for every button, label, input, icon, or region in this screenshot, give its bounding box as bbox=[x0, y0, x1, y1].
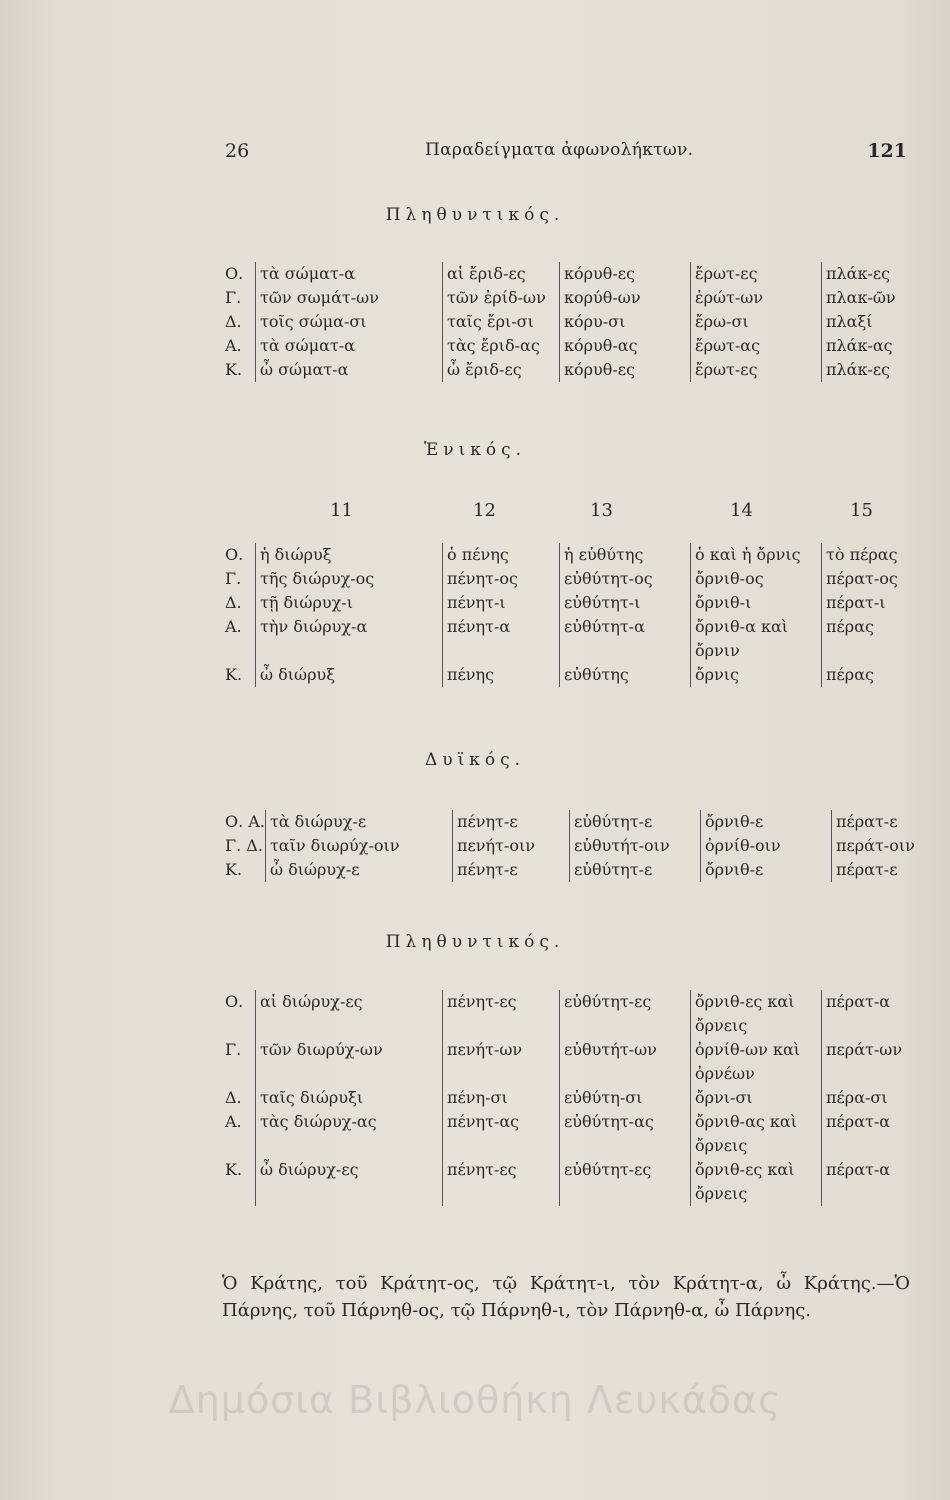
table-row bbox=[225, 1110, 930, 1158]
form-cell: τὰς ἔριδ-ας bbox=[443, 334, 560, 358]
table-row bbox=[225, 834, 940, 858]
form-cell: αἱ ἔριδ-ες bbox=[443, 262, 560, 286]
table-plural-1 bbox=[225, 262, 930, 382]
form-cell: ταῖς ἔρι-σι bbox=[443, 310, 560, 334]
table-row bbox=[225, 990, 930, 1038]
case-label: Κ. bbox=[225, 360, 243, 379]
column-number: 11 bbox=[330, 500, 353, 521]
form-cell: πλάκ-ες bbox=[822, 358, 931, 382]
table-dual bbox=[225, 810, 940, 882]
form-cell: τὴν διώρυχ-α bbox=[256, 615, 443, 663]
form-cell: ἡ διώρυξ bbox=[256, 543, 443, 567]
case-label: Γ. bbox=[225, 288, 242, 307]
form-cell: ὀρνίθ-οιν bbox=[700, 834, 831, 858]
column-number: 12 bbox=[473, 500, 496, 521]
table-row bbox=[225, 591, 930, 615]
form-cell: πέρατ-ε bbox=[831, 858, 940, 882]
form-cell: εὐθύτητ-α bbox=[560, 615, 691, 663]
table-row bbox=[225, 615, 930, 663]
form-cell: ἔρωτ-ας bbox=[691, 334, 822, 358]
table-row bbox=[225, 663, 930, 687]
case-label: Ο. bbox=[225, 992, 244, 1011]
running-title: Παραδείγματα ἀφωνολήκτων. bbox=[425, 140, 694, 160]
case-label: Δ. bbox=[225, 1088, 242, 1107]
form-cell: τοῖς σώμα-σι bbox=[256, 310, 443, 334]
form-cell: πέρα-σι bbox=[822, 1086, 931, 1110]
form-cell: κόρυ-σι bbox=[560, 310, 691, 334]
case-label: Γ. bbox=[225, 569, 242, 588]
form-cell: ἔρω-σι bbox=[691, 310, 822, 334]
heading-dual: Δυϊκός. bbox=[424, 750, 526, 770]
form-cell: τὰ σώματ-α bbox=[256, 262, 443, 286]
form-cell: ὦ διώρυχ-ε bbox=[265, 858, 452, 882]
form-cell: πένης bbox=[443, 663, 560, 687]
form-cell: ἔρωτ-ες bbox=[691, 262, 822, 286]
column-numbers bbox=[225, 500, 907, 526]
form-cell: τὰ διώρυχ-ε bbox=[265, 810, 452, 834]
form-cell: τὸ πέρας bbox=[822, 543, 931, 567]
form-cell: πέρατ-ε bbox=[831, 810, 940, 834]
form-cell: ὄρνιθ-ε bbox=[700, 810, 831, 834]
case-label: Γ. bbox=[225, 1040, 242, 1059]
page-number-right: 121 bbox=[867, 140, 907, 162]
form-cell: τῶν διωρύχ-ων bbox=[256, 1038, 443, 1086]
form-cell: πέρας bbox=[822, 615, 931, 663]
page-number-left: 26 bbox=[225, 140, 250, 162]
table-row bbox=[225, 1158, 930, 1206]
form-cell: εὐθύτη-σι bbox=[560, 1086, 691, 1110]
page-header bbox=[225, 140, 907, 170]
form-cell: ὦ σώματ-α bbox=[256, 358, 443, 382]
form-cell: εὐθύτητ-ας bbox=[560, 1110, 691, 1158]
table-row bbox=[225, 286, 930, 310]
table-row bbox=[225, 262, 930, 286]
form-cell: πένητ-ες bbox=[443, 1158, 560, 1206]
form-cell: πέρατ-α bbox=[822, 1158, 931, 1206]
case-label: Α. bbox=[225, 336, 242, 355]
form-cell: τῆς διώρυχ-ος bbox=[256, 567, 443, 591]
heading-plural-1: Πληθυντικός. bbox=[385, 205, 565, 225]
form-cell: ὄρνιθ-ες καὶ ὄρνεις bbox=[691, 1158, 822, 1206]
form-cell: ὄρνιθ-ας καὶ ὄρνεις bbox=[691, 1110, 822, 1158]
column-number: 14 bbox=[730, 500, 753, 521]
form-cell: ταῖν διωρύχ-οιν bbox=[265, 834, 452, 858]
form-cell: τὰ σώματ-α bbox=[256, 334, 443, 358]
table-row bbox=[225, 810, 940, 834]
form-cell: κορύθ-ων bbox=[560, 286, 691, 310]
form-cell: τὰς διώρυχ-ας bbox=[256, 1110, 443, 1158]
form-cell: εὐθυτήτ-οιν bbox=[569, 834, 700, 858]
form-cell: πλακ-ῶν bbox=[822, 286, 931, 310]
form-cell: τῶν σωμάτ-ων bbox=[256, 286, 443, 310]
form-cell: κόρυθ-ες bbox=[560, 262, 691, 286]
table-row bbox=[225, 858, 940, 882]
form-cell: περάτ-ων bbox=[822, 1038, 931, 1086]
case-label: Ο. bbox=[225, 545, 244, 564]
form-cell: ἔρωτ-ες bbox=[691, 358, 822, 382]
form-cell: ἡ εὐθύτης bbox=[560, 543, 691, 567]
form-cell: αἱ διώρυχ-ες bbox=[256, 990, 443, 1038]
table-row bbox=[225, 334, 930, 358]
form-cell: πλάκ-ες bbox=[822, 262, 931, 286]
form-cell: ὄρνιθ-ε bbox=[700, 858, 831, 882]
case-label: Δ. bbox=[225, 312, 242, 331]
form-cell: πένητ-ε bbox=[452, 858, 569, 882]
form-cell: ὀρνίθ-ων καὶ ὀρνέων bbox=[691, 1038, 822, 1086]
form-cell: πλάκ-ας bbox=[822, 334, 931, 358]
case-label: Ο. bbox=[225, 264, 244, 283]
form-cell: πένητ-α bbox=[443, 615, 560, 663]
library-watermark: Δημόσια Βιβλιοθήκη Λευκάδας bbox=[168, 1378, 782, 1422]
form-cell: πέρατ-ι bbox=[822, 591, 931, 615]
case-label: Κ. bbox=[225, 665, 243, 684]
form-cell: τῶν ἐρίδ-ων bbox=[443, 286, 560, 310]
table-row bbox=[225, 567, 930, 591]
table-row bbox=[225, 358, 930, 382]
form-cell: πένη-σι bbox=[443, 1086, 560, 1110]
form-cell: πένητ-ος bbox=[443, 567, 560, 591]
form-cell: ἐρώτ-ων bbox=[691, 286, 822, 310]
form-cell: εὐθυτήτ-ων bbox=[560, 1038, 691, 1086]
form-cell: πένητ-ε bbox=[452, 810, 569, 834]
table-plural-2 bbox=[225, 990, 930, 1206]
case-label: Κ. bbox=[225, 860, 243, 879]
form-cell: κόρυθ-ας bbox=[560, 334, 691, 358]
form-cell: κόρυθ-ες bbox=[560, 358, 691, 382]
case-label: Κ. bbox=[225, 1160, 243, 1179]
form-cell: ὄρνιθ-ι bbox=[691, 591, 822, 615]
form-cell: ὁ πένης bbox=[443, 543, 560, 567]
column-number: 13 bbox=[590, 500, 613, 521]
form-cell: ὦ διώρυξ bbox=[256, 663, 443, 687]
form-cell: ὄρνις bbox=[691, 663, 822, 687]
form-cell: πέρας bbox=[822, 663, 931, 687]
case-label: Α. bbox=[225, 1112, 242, 1131]
form-cell: πέρατ-α bbox=[822, 1110, 931, 1158]
form-cell: εὐθύτητ-ες bbox=[560, 1158, 691, 1206]
form-cell: εὐθύτητ-ος bbox=[560, 567, 691, 591]
table-row bbox=[225, 543, 930, 567]
form-cell: εὐθύτητ-ε bbox=[569, 810, 700, 834]
case-label: Γ. Δ. bbox=[225, 836, 263, 855]
form-cell: πενήτ-οιν bbox=[452, 834, 569, 858]
form-cell: ὄρνιθ-ος bbox=[691, 567, 822, 591]
form-cell: τῇ διώρυχ-ι bbox=[256, 591, 443, 615]
form-cell: πένητ-ας bbox=[443, 1110, 560, 1158]
table-singular bbox=[225, 543, 930, 687]
case-label: Α. bbox=[225, 617, 242, 636]
example-paragraph: Ὁ Κράτης, τοῦ Κράτητ-ος, τῷ Κράτητ-ι, τὸν Κράτητ-α, ὦ Κράτης.—Ὁ Πάρνης, τοῦ Πάρνηθ-ος, τῷ Πάρνηθ-ι, τὸν Πάρνηθ-α, ὦ Πάρνης. bbox=[222, 1273, 910, 1321]
form-cell: πέρατ-ος bbox=[822, 567, 931, 591]
form-cell: εὐθύτης bbox=[560, 663, 691, 687]
form-cell: εὐθύτητ-ε bbox=[569, 858, 700, 882]
form-cell: ταῖς διώρυξι bbox=[256, 1086, 443, 1110]
form-cell: ὄρνι-σι bbox=[691, 1086, 822, 1110]
form-cell: εὐθύτητ-ες bbox=[560, 990, 691, 1038]
case-label: Δ. bbox=[225, 593, 242, 612]
table-row bbox=[225, 1038, 930, 1086]
heading-plural-2: Πληθυντικός. bbox=[385, 932, 565, 952]
case-label: Ο. Α. bbox=[225, 812, 265, 831]
form-cell: πένητ-ες bbox=[443, 990, 560, 1038]
form-cell: ὄρνιθ-α καὶ ὄρνιν bbox=[691, 615, 822, 663]
column-number: 15 bbox=[850, 500, 873, 521]
heading-singular: Ἑνικός. bbox=[423, 440, 527, 460]
form-cell: πενήτ-ων bbox=[443, 1038, 560, 1086]
form-cell: περάτ-οιν bbox=[831, 834, 940, 858]
form-cell: πλαξί bbox=[822, 310, 931, 334]
form-cell: ὄρνιθ-ες καὶ ὄρνεις bbox=[691, 990, 822, 1038]
form-cell: ὁ καὶ ἡ ὄρνις bbox=[691, 543, 822, 567]
form-cell: πέρατ-α bbox=[822, 990, 931, 1038]
form-cell: πένητ-ι bbox=[443, 591, 560, 615]
table-row bbox=[225, 1086, 930, 1110]
form-cell: ὦ διώρυχ-ες bbox=[256, 1158, 443, 1206]
form-cell: εὐθύτητ-ι bbox=[560, 591, 691, 615]
table-row bbox=[225, 310, 930, 334]
form-cell: ὦ ἔριδ-ες bbox=[443, 358, 560, 382]
